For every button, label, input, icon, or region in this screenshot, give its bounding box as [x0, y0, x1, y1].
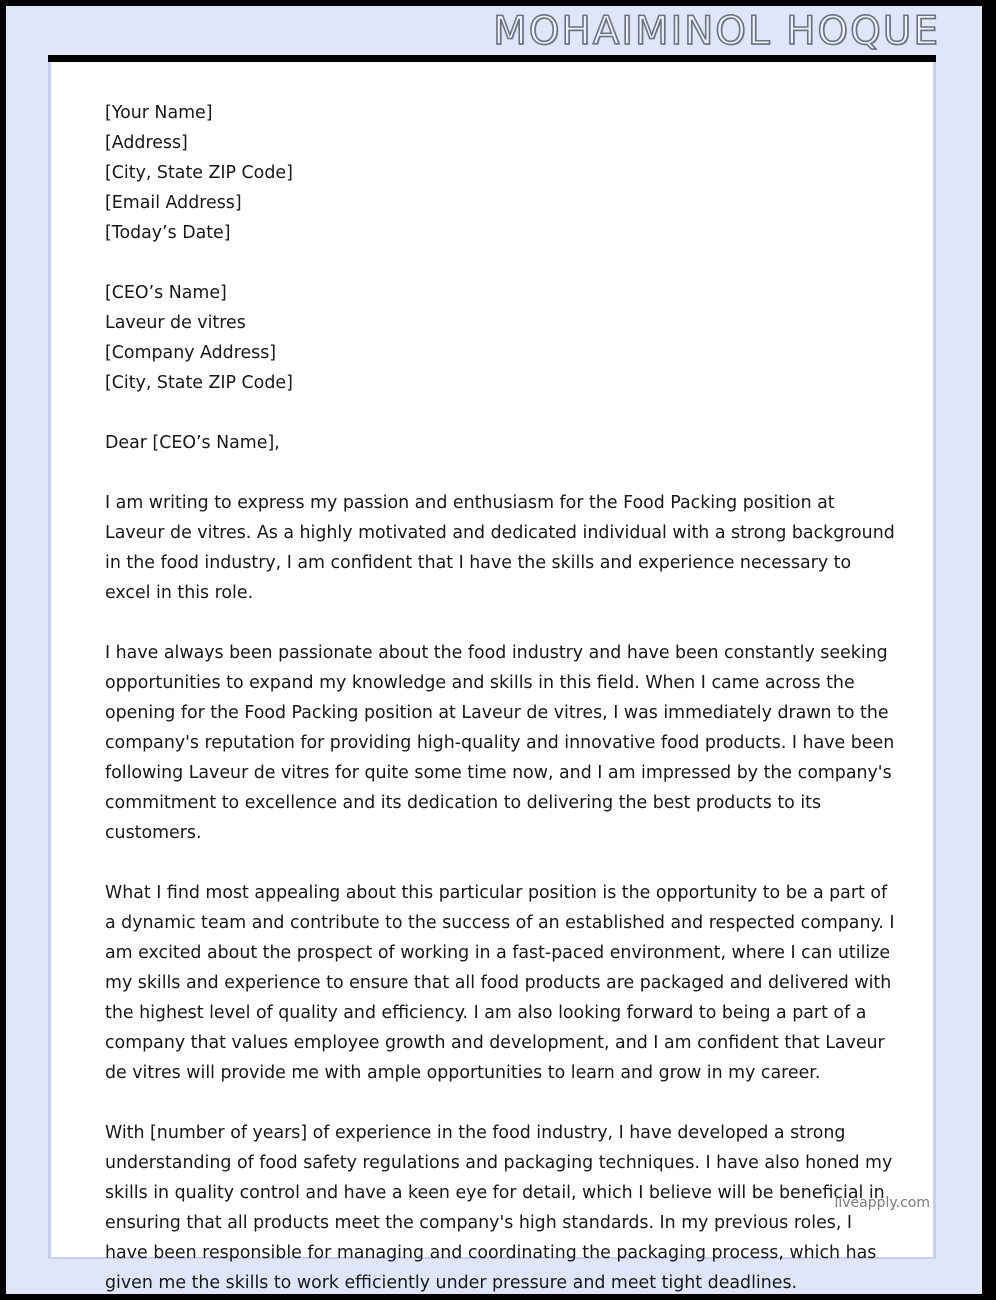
recipient-address-block [105, 278, 896, 398]
sender-address-line: [Your Name] [105, 103, 213, 123]
header-divider-rule [48, 55, 936, 62]
recipient-address-line: Laveur de vitres [105, 313, 246, 333]
letterhead-header [6, 6, 982, 61]
document-page [6, 6, 982, 1294]
letter-paragraph: With [number of years] of experience in the food industry, I have developed a strong understanding of food safety regulations and packaging techniques. I have also honed my skills in quality control and have a keen eye for detail, which I believe will be beneficial in ensuring that all products meet the company's high standards. In my previous roles, I have been responsible for managing and coordinating the packaging process, which has given me the skills to work efficiently under pressure and meet tight deadlines. [105, 1123, 893, 1293]
sender-address-line: [Today’s Date] [105, 223, 231, 243]
letter-content [48, 62, 936, 1294]
recipient-address-line: [CEO’s Name] [105, 283, 227, 303]
letter-paragraph: I have always been passionate about the food industry and have been constantly seeking opportunities to expand my knowledge and skills in this field. When I came across the opening for the Food Packing position at Laveur de vitres, I was immediately drawn to the company's reputation for providing high-quality and innovative food products. I have been following Laveur de vitres for quite some time now, and I am impressed by the company's commitment to excellence and its dedication to delivering the best products to its customers. [105, 643, 895, 843]
salutation: Dear [CEO’s Name], [105, 433, 280, 453]
letter-paragraph: What I find most appealing about this particular position is the opportunity to be a part of a dynamic team and contribute to the success of an established and respected company. I am excited about the prospect of working in a fast-paced environment, where I can utilize my skills and experience to ensure that all food products are packaged and delivered with the highest level of quality and efficiency. I am also looking forward to being a part of a company that values employee growth and development, and I am confident that Laveur de vitres will provide me with ample opportunities to learn and grow in my career. [105, 883, 895, 1083]
letter-paragraph: I am writing to express my passion and enthusiasm for the Food Packing position at Laveur de vitres. As a highly motivated and dedicated individual with a strong background in the food industry, I am confident that I have the skills and experience necessary to excel in this role. [105, 493, 895, 603]
recipient-address-line: [Company Address] [105, 343, 277, 363]
sender-address-line: [City, State ZIP Code] [105, 163, 293, 183]
recipient-address-line: [City, State ZIP Code] [105, 373, 293, 393]
page-title: MOHAIMINOL HOQUE [493, 9, 940, 54]
sender-address-line: [Email Address] [105, 193, 242, 213]
sender-address-block [105, 98, 896, 248]
watermark: liveapply.com [834, 1195, 930, 1211]
sender-address-line: [Address] [105, 133, 188, 153]
